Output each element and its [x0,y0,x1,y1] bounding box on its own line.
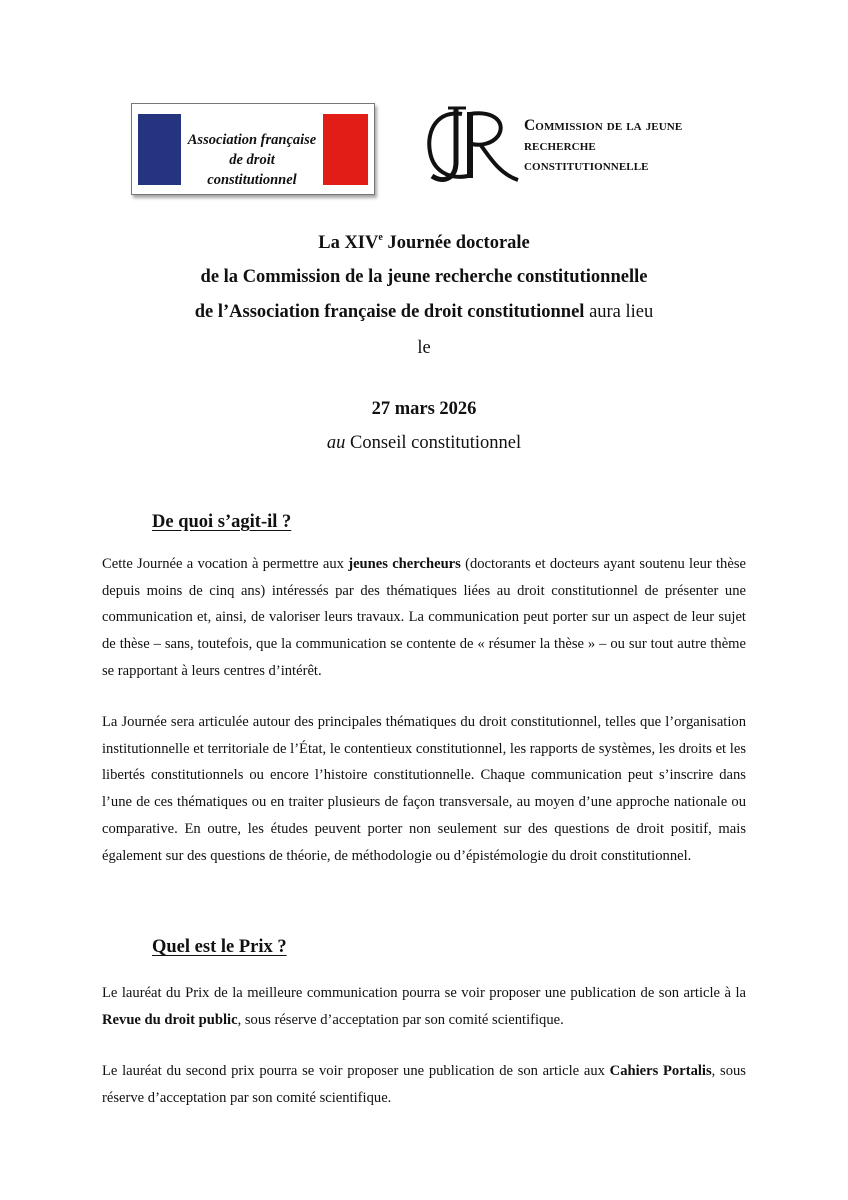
paragraph-themes: La Journée sera articulée autour des principales thématiques du droit constitutionnel, telles que l’organisation institutionnelle et territoriale de l’État, le contentieux constitutionnel, les rapports de systèmes, les droits et les libertés constitutionnels ou encore l’histoire constitutionnelle. Chaque communication peut s’inscrire dans l’une de ces thématiques ou en traiter plusieurs de façon transversale, au moyen d’une approche nationale ou comparative. En outre, les études peuvent porter non seulement sur des questions de droit positif, mais également sur des questions de théorie, de méthodologie ou d’épistémologie du droit constitutionnel. [102,714,746,864]
section-title-prize: Quel est le Prix ? [152,937,287,957]
paragraph-first-prize: Le lauréat du Prix de la meilleure communication pourra se voir proposer une publication de son article à la Revue du droit public, sous réserve d’acceptation par son comité scientifique. [102,985,746,1028]
flag-blue-band [138,114,181,185]
cjrc-monogram-logo [418,102,528,192]
flag-red-band [323,114,368,185]
event-title-line2: de la Commission de la jeune recherche constitutionnelle [200,267,648,287]
event-title-line4: le [417,338,431,358]
event-title-line1: La XIVe Journée doctorale [318,232,530,253]
event-place: au Conseil constitutionnel [326,433,522,453]
event-title-line3: de l’Association française de droit constitutionnel aura lieu [194,302,654,322]
event-date: 27 mars 2026 [371,399,477,419]
afdc-logo [131,103,375,195]
paragraph-second-prize: Le lauréat du second prix pourra se voir proposer une publication de son article aux Cahiers Portalis, sous réserve d’acceptation par son comité scientifique. [102,1063,746,1106]
cjrc-name: Commission de la jeune recherche constitutionnelle [524,117,683,174]
section-title-what: De quoi s’agit-il ? [152,512,292,532]
afdc-logo-text: Association française de droit constitutionnel [187,132,317,188]
paragraph-purpose: Cette Journée a vocation à permettre aux jeunes chercheurs (doctorants et docteurs ayant soutenu leur thèse depuis moins de cinq ans) intéressés par des thématiques liées au droit constitutionnel de présenter une communication et, ainsi, de valoriser leurs travaux. La communication peut porter sur un aspect de leur sujet de thèse – sans, toutefois, que la communication se contente de « résumer la thèse » – ou sur tout autre thème se rapportant à leurs centres d’intérêt. [102,556,746,679]
